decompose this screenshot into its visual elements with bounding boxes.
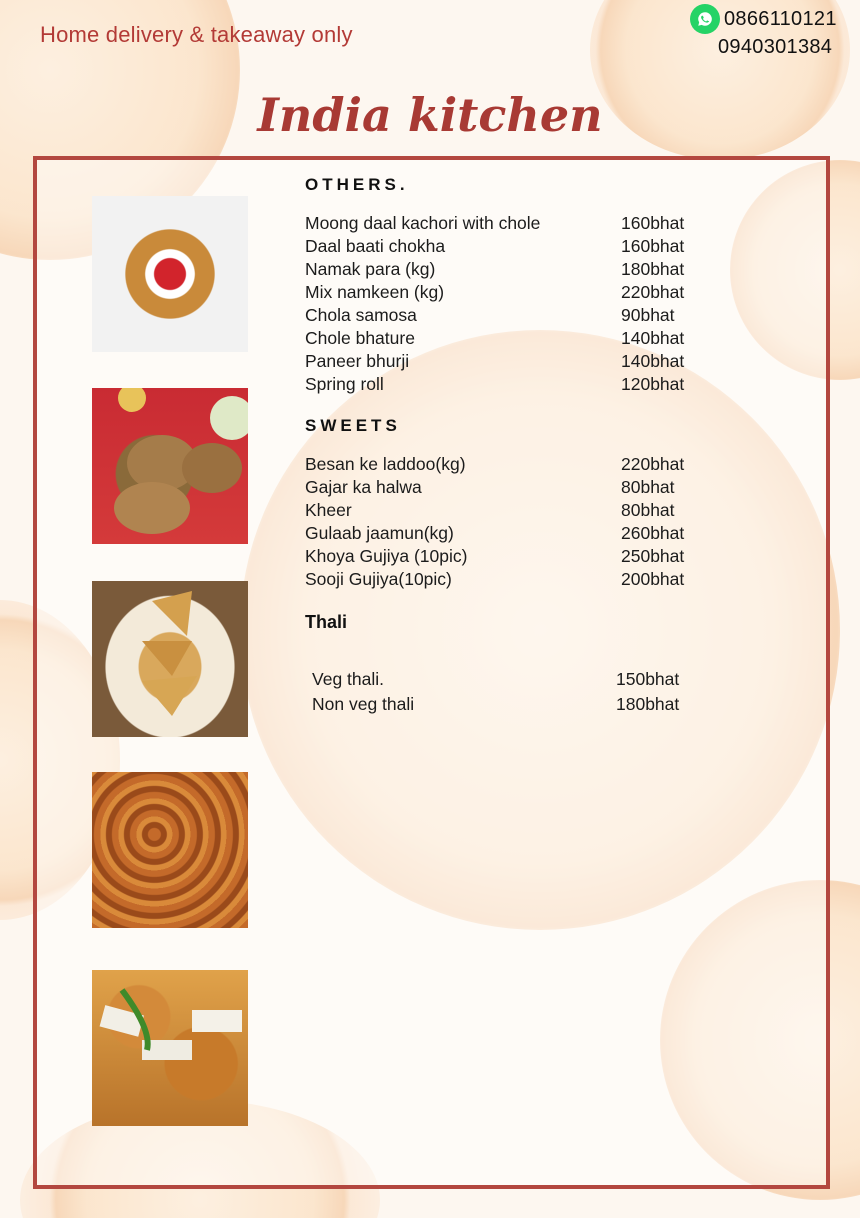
menu-item-price: 120bhat xyxy=(621,374,685,394)
phone-number-2[interactable]: 0940301384 xyxy=(718,36,833,58)
menu-item-name: Gulaab jaamun(kg) xyxy=(305,523,454,543)
delivery-note: Home delivery & takeaway only xyxy=(40,22,353,47)
menu-item-name: Chole bhature xyxy=(305,328,415,348)
menu-item-price: 150bhat xyxy=(616,669,680,689)
menu-item xyxy=(305,522,684,545)
menu-item xyxy=(305,568,684,591)
section-title-others: OTHERS. xyxy=(305,175,409,194)
menu-item-price: 80bhat xyxy=(621,477,675,497)
menu-item-price: 200bhat xyxy=(621,569,685,589)
whatsapp-icon xyxy=(690,4,720,34)
others-list xyxy=(305,212,684,396)
menu-item xyxy=(305,350,684,373)
menu-item xyxy=(305,281,684,304)
menu-item-name: Non veg thali xyxy=(312,694,415,714)
menu-item-name: Veg thali. xyxy=(312,669,384,689)
section-title-sweets: SWEETS xyxy=(305,416,401,435)
menu-item-price: 220bhat xyxy=(621,454,685,474)
menu-item-name: Spring roll xyxy=(305,374,384,394)
menu-item-price: 160bhat xyxy=(621,213,685,233)
menu-item-name: Sooji Gujiya(10pic) xyxy=(305,569,452,589)
menu-item-name: Moong daal kachori with chole xyxy=(305,213,541,233)
menu-item xyxy=(305,545,684,568)
section-title-thali: Thali xyxy=(305,612,348,632)
menu-item-price: 140bhat xyxy=(621,328,685,348)
menu-item xyxy=(305,327,684,350)
menu-item-price: 180bhat xyxy=(621,259,685,279)
menu-item-price: 140bhat xyxy=(621,351,685,371)
menu-item-name: Chola samosa xyxy=(305,305,417,325)
menu-item xyxy=(305,212,684,235)
menu-item-name: Daal baati chokha xyxy=(305,236,446,256)
samosa-plate-photo xyxy=(92,581,248,737)
menu-item-price: 90bhat xyxy=(621,305,675,325)
kachori-plate-photo xyxy=(92,196,248,352)
menu-item-name: Mix namkeen (kg) xyxy=(305,282,445,302)
paneer-pakora-photo xyxy=(92,970,248,1126)
menu-item-price: 260bhat xyxy=(621,523,685,543)
menu-item-price: 160bhat xyxy=(621,236,685,256)
sweets-list xyxy=(305,453,684,591)
brand-title: India kitchen xyxy=(257,88,603,142)
onion-pakora-photo xyxy=(92,772,248,928)
menu-item xyxy=(305,258,684,281)
menu-item-name: Khoya Gujiya (10pic) xyxy=(305,546,468,566)
menu-item-name: Gajar ka halwa xyxy=(305,477,422,497)
menu-item-name: Paneer bhurji xyxy=(305,351,410,371)
tikki-plate-photo xyxy=(92,388,248,544)
menu-item xyxy=(305,373,684,396)
menu-item-name: Namak para (kg) xyxy=(305,259,436,279)
menu-item xyxy=(305,304,684,327)
menu-item xyxy=(312,667,679,692)
menu-item-name: Besan ke laddoo(kg) xyxy=(305,454,466,474)
menu-item xyxy=(305,499,684,522)
menu-item-price: 220bhat xyxy=(621,282,685,302)
contact-block xyxy=(690,4,837,59)
menu-item xyxy=(312,692,679,717)
menu-item-price: 80bhat xyxy=(621,500,675,520)
menu-item xyxy=(305,476,684,499)
menu-item-name: Kheer xyxy=(305,500,352,520)
thali-list xyxy=(312,667,679,717)
menu-item-price: 180bhat xyxy=(616,694,680,714)
menu-item xyxy=(305,235,684,258)
phone-number-1[interactable]: 0866110121 xyxy=(724,7,837,30)
menu-item xyxy=(305,453,684,476)
menu-item-price: 250bhat xyxy=(621,546,685,566)
